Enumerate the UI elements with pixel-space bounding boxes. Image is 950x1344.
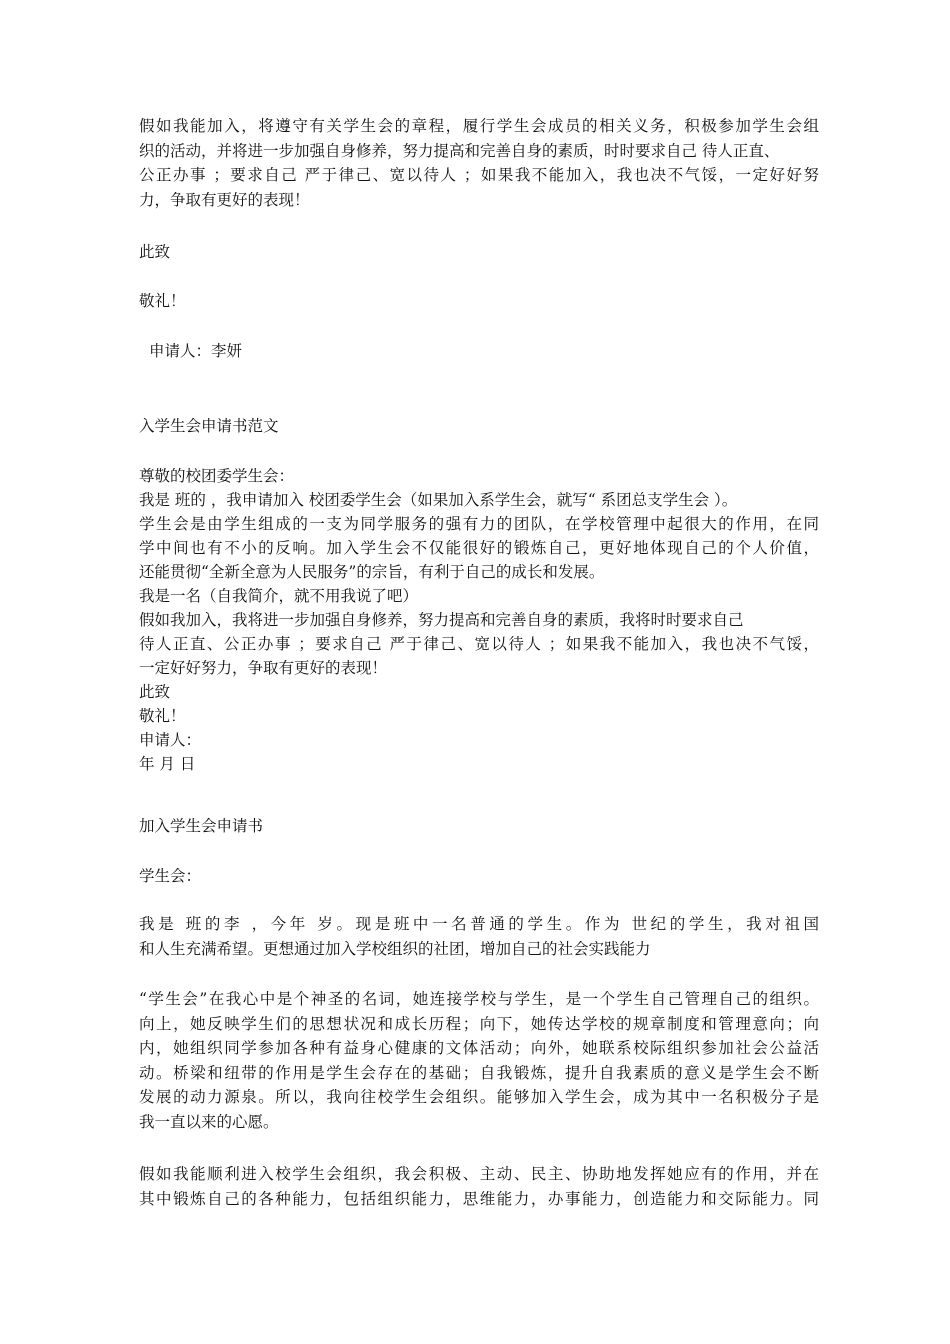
text-line: 公正办事 ；要求自己 严于律己、宽以待人 ；如果我不能加入，我也决不气馁，一定好好努 [139,166,819,184]
closing-greeting: 此致 [139,683,171,701]
section-title: 入学生会申请书范文 [139,417,279,435]
text-line: 织的活动，并将进一步加强自身修养，努力提高和完善自身的素质，时时要求自己 待人正直、 [139,141,780,160]
salutation: 学生会： [139,867,202,885]
text-line: 内，她组织同学参加各种有益身心健康的文体活动；向外，她联系校际组织参加社会公益活 [139,1039,819,1057]
text-line: 我是 班的 ，我申请加入 校团委学生会（如果加入系学生会，就写“ 系团总支学生会 ）。 [139,491,738,509]
text-line: 我是一名（自我简介，就不用我说了吧） [139,587,419,605]
section-title: 加入学生会申请书 [139,817,264,835]
text-line: 向上，她反映学生们的思想状况和成长历程；向下，她传达学校的规章制度和管理意向；向 [139,1014,819,1033]
salutation: 尊敬的校团委学生会： [139,467,295,485]
text-line: 假如我能加入，将遵守有关学生会的章程，履行学生会成员的相关义务，积极参加学生会组 [139,117,819,135]
text-line: “学生会”在我心中是个神圣的名词，她连接学校与学生，是一个学生自己管理自己的组织。 [139,990,819,1008]
date-line: 年 月 日 [139,755,196,773]
closing-greeting: 此致 [139,243,171,261]
text-line: 学中间也有不小的反响。加入学生会不仅能很好的锻炼自己，更好地体现自己的个人价值， [139,539,819,557]
intro-paragraph [139,912,819,961]
signature: 申请人： [139,731,202,749]
closing-paragraph [139,114,819,212]
closing-salute: 敬礼！ [139,707,186,725]
body-paragraph [139,1162,819,1211]
text-line: 还能贯彻“全新全意为人民服务”的宗旨，有利于自己的成长和发展。 [139,563,605,581]
text-line: 和人生充满希望。更想通过加入学校组织的社团，增加自己的社会实践能力 [139,939,651,958]
text-line: 一定好好努力，争取有更好的表现！ [139,659,388,677]
text-line: 假如我加入，我将进一步加强自身修养，努力提高和完善自身的素质，我将时时要求自己 [139,611,744,629]
text-line: 动。桥梁和纽带的作用是学生会存在的基础；自我锻炼，提升自我素质的意义是学生会不断 [139,1063,819,1082]
text-line: 我是 班的李 ，今年 岁。现是班中一名普通的学生。作为 世纪的学生，我对祖国 [139,915,819,933]
closing-salute: 敬礼！ [139,292,186,310]
text-line: 发展的动力源泉。所以，我向往校学生会组织。能够加入学生会，成为其中一名积极分子是 [139,1088,819,1106]
body-paragraph [139,987,819,1134]
signature: 申请人：李妍 [149,342,243,360]
sample-letter [139,464,819,776]
text-line: 我一直以来的心愿。 [139,1112,279,1131]
text-line: 学生会是由学生组成的一支为同学服务的强有力的团队，在学校管理中起很大的作用，在同 [139,515,819,533]
text-line: 假如我能顺利进入校学生会组织，我会积极、主动、民主、协助地发挥她应有的作用，并在 [139,1165,819,1183]
text-line: 其中锻炼自己的各种能力，包括组织能力，思维能力，办事能力，创造能力和交际能力。同 [139,1189,819,1208]
text-line: 力，争取有更好的表现！ [139,190,310,209]
text-line: 待人正直、公正办事 ；要求自己 严于律己、宽以待人 ；如果我不能加入，我也决不气馁， [139,635,819,653]
